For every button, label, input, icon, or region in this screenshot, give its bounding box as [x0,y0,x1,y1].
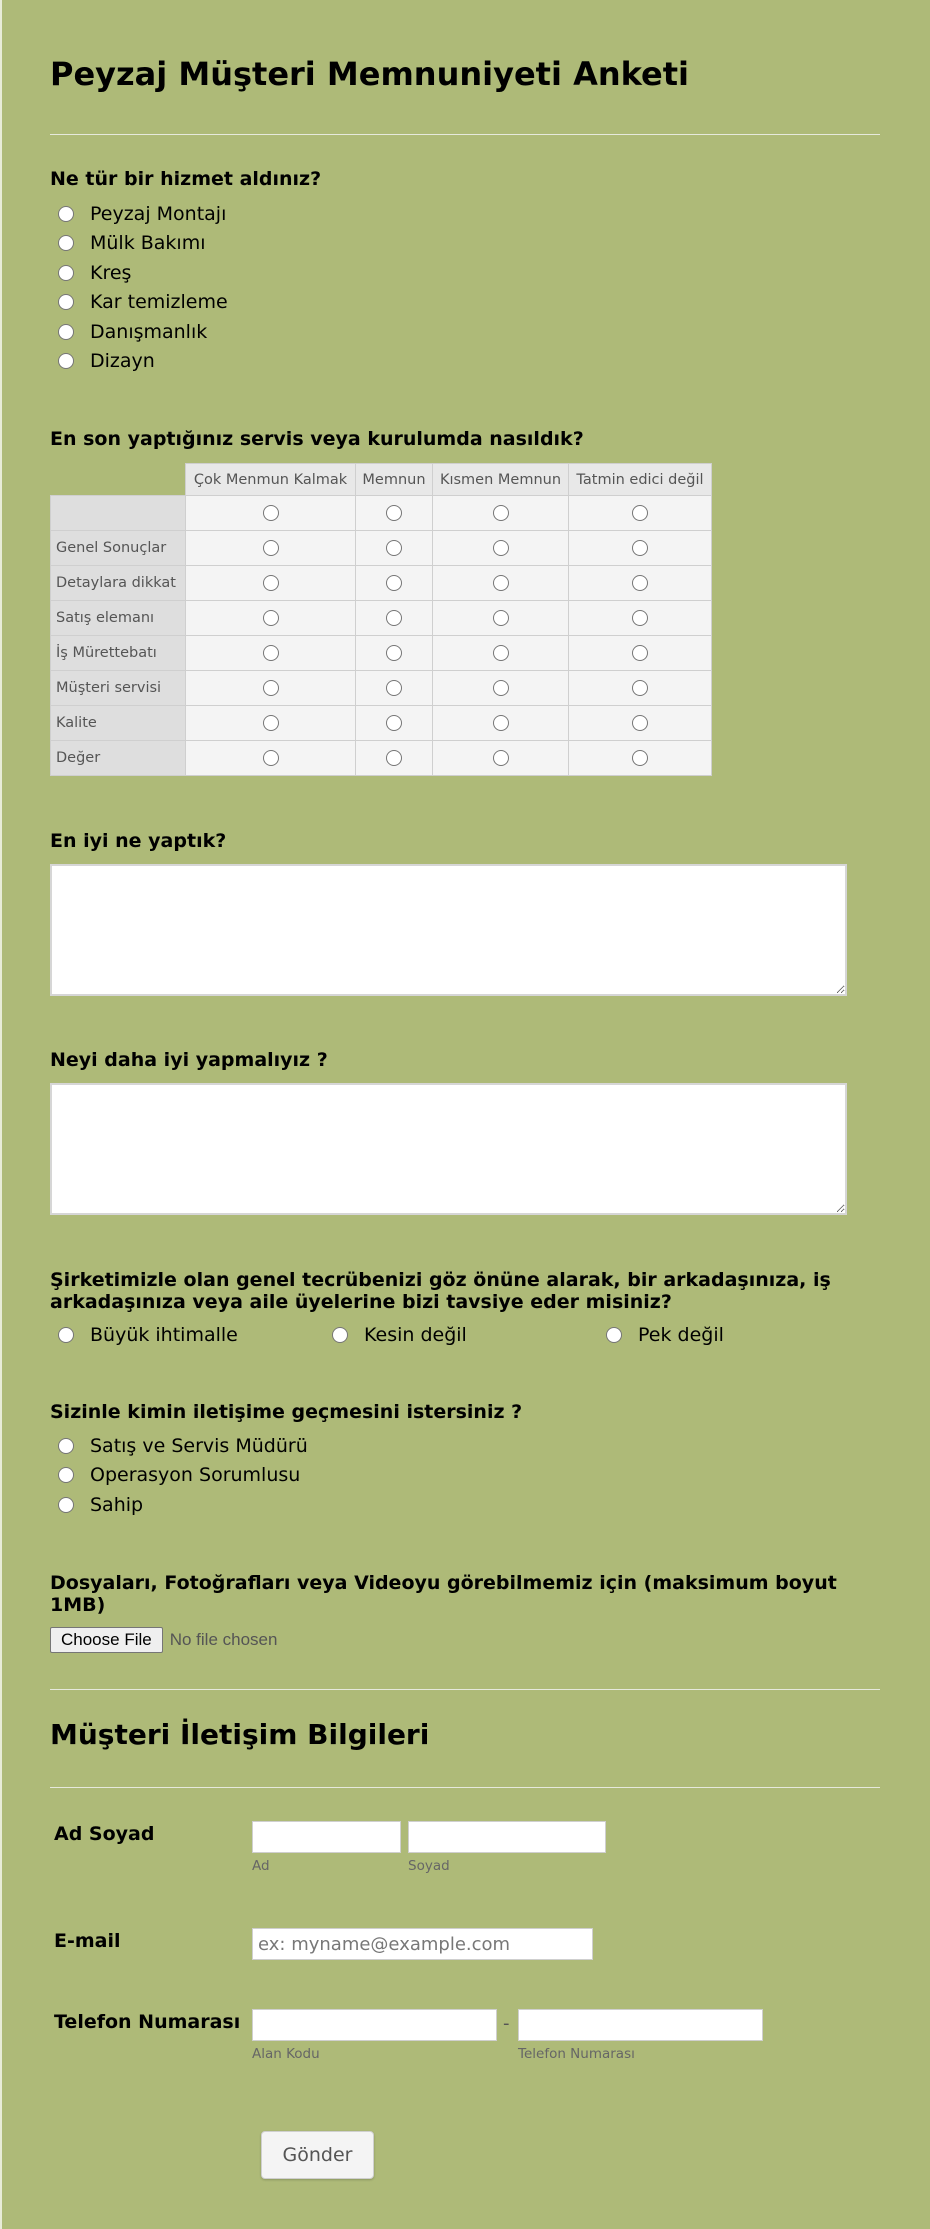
email-input[interactable] [252,1928,593,1960]
service-type-option[interactable] [58,347,228,377]
matrix-row-label: Genel Sonuçlar [51,531,186,566]
matrix-radio-button[interactable] [632,575,648,591]
matrix-column-header: Tatmin edici değil [569,464,712,496]
radio-button[interactable] [58,235,74,251]
matrix-cell [433,601,569,636]
radio-option-label: Operasyon Sorumlusu [90,1464,301,1487]
matrix-radio-button[interactable] [386,505,402,521]
matrix-cell [186,531,356,566]
divider [50,134,880,135]
phone-number-sublabel: Telefon Numarası [518,2046,635,2062]
matrix-cell [433,671,569,706]
matrix-row [51,496,712,531]
matrix-row-label: Değer [51,741,186,776]
radio-option-label: Kesin değil [364,1323,467,1346]
matrix-radio-button[interactable] [263,505,279,521]
radio-option-label: Büyük ihtimalle [90,1323,238,1346]
contact-section-heading: Müşteri İletişim Bilgileri [50,1718,430,1751]
matrix-radio-button[interactable] [263,750,279,766]
matrix-column-header: Kısmen Memnun [433,464,569,496]
contact-person-option[interactable] [58,1490,308,1520]
matrix-cell [433,706,569,741]
radio-option-label: Danışmanlık [90,320,208,343]
matrix-radio-button[interactable] [386,750,402,766]
matrix-radio-button[interactable] [632,715,648,731]
matrix-radio-button[interactable] [386,540,402,556]
radio-button[interactable] [58,265,74,281]
matrix-radio-button[interactable] [632,680,648,696]
radio-option-label: Peyzaj Montajı [90,202,227,225]
radio-option-label: Kar temizleme [90,291,228,314]
first-name-input[interactable] [252,1821,401,1853]
matrix-cell [433,531,569,566]
matrix-row-label: Müşteri servisi [51,671,186,706]
matrix-corner [51,464,186,496]
matrix-radio-button[interactable] [493,715,509,731]
last-name-input[interactable] [408,1821,606,1853]
matrix-cell [356,531,433,566]
matrix-radio-button[interactable] [263,540,279,556]
file-upload [50,1627,277,1653]
recommend-option[interactable] [606,1320,880,1350]
area-code-input[interactable] [252,2009,497,2041]
improve-textarea[interactable] [50,1083,847,1215]
matrix-cell [186,636,356,671]
matrix-radio-button[interactable] [386,645,402,661]
phone-number-input[interactable] [518,2009,763,2041]
matrix-cell [356,566,433,601]
matrix-column-header: Çok Menmun Kalmak [186,464,356,496]
matrix-radio-button[interactable] [263,715,279,731]
contact-person-option[interactable] [58,1431,308,1461]
matrix-row-label: Kalite [51,706,186,741]
matrix-cell [356,496,433,531]
matrix-cell [569,496,712,531]
matrix-cell [186,741,356,776]
rating-matrix [50,463,712,776]
radio-button[interactable] [58,206,74,222]
phone-separator: - [503,2013,510,2034]
matrix-cell [356,636,433,671]
matrix-radio-button[interactable] [493,610,509,626]
matrix-radio-button[interactable] [493,680,509,696]
radio-option-label: Dizayn [90,350,155,373]
matrix-cell [433,566,569,601]
matrix-column-header: Memnun [356,464,433,496]
matrix-radio-button[interactable] [263,680,279,696]
matrix-cell [186,601,356,636]
question-upload-label [50,1572,837,1616]
question-recommend-label [50,1269,831,1313]
recommend-option[interactable] [58,1320,332,1350]
matrix-cell [569,531,712,566]
matrix-radio-button[interactable] [263,575,279,591]
matrix-cell [356,706,433,741]
phone-label: Telefon Numarası [54,2011,241,2033]
first-name-sublabel: Ad [252,1858,270,1874]
service-type-option[interactable] [58,258,228,288]
matrix-radio-button[interactable] [493,540,509,556]
matrix-row-label [51,496,186,531]
contact-person-option[interactable] [58,1461,308,1491]
matrix-cell [569,741,712,776]
service-type-option[interactable] [58,199,228,229]
matrix-row [51,531,712,566]
radio-button[interactable] [58,353,74,369]
matrix-radio-button[interactable] [632,610,648,626]
matrix-cell [569,636,712,671]
matrix-radio-button[interactable] [386,680,402,696]
radio-button[interactable] [58,294,74,310]
matrix-radio-button[interactable] [386,715,402,731]
radio-button[interactable] [606,1327,622,1343]
submit-button[interactable]: Gönder [261,2131,374,2179]
matrix-radio-button[interactable] [632,505,648,521]
last-name-sublabel: Soyad [408,1858,450,1874]
matrix-radio-button[interactable] [632,540,648,556]
service-type-option[interactable] [58,317,228,347]
matrix-row [51,706,712,741]
radio-button[interactable] [58,1438,74,1454]
matrix-cell [356,671,433,706]
matrix-cell [569,566,712,601]
radio-button[interactable] [332,1327,348,1343]
matrix-row-label: İş Mürettebatı [51,636,186,671]
matrix-cell [356,601,433,636]
name-label: Ad Soyad [54,1823,155,1845]
matrix-cell [569,601,712,636]
best-textarea[interactable] [50,864,847,996]
matrix-radio-button[interactable] [386,575,402,591]
recommend-option[interactable] [332,1320,606,1350]
radio-button[interactable] [58,1327,74,1343]
matrix-cell [186,706,356,741]
matrix-row [51,671,712,706]
matrix-row [51,601,712,636]
matrix-row-label: Detaylara dikkat [51,566,186,601]
matrix-radio-button[interactable] [493,645,509,661]
matrix-radio-button[interactable] [263,645,279,661]
choose-file-button[interactable]: Choose File [50,1627,163,1653]
matrix-radio-button[interactable] [386,610,402,626]
radio-option-label: Mülk Bakımı [90,232,206,255]
question-upload-line2: 1MB) [50,1594,106,1616]
radio-button[interactable] [58,1497,74,1513]
matrix-radio-button[interactable] [632,750,648,766]
matrix-cell [569,706,712,741]
matrix-radio-button[interactable] [493,575,509,591]
file-status-text: No file chosen [169,1630,278,1649]
matrix-radio-button[interactable] [493,750,509,766]
email-label: E-mail [54,1930,121,1952]
question-rating-matrix-label: En son yaptığınız servis veya kurulumda nasıldık? [50,428,584,450]
matrix-radio-button[interactable] [493,505,509,521]
matrix-cell [186,496,356,531]
contact-person-options [58,1431,308,1520]
question-recommend-line1: Şirketimizle olan genel tecrübenizi göz önüne alarak, bir arkadaşınıza, iş [50,1269,831,1291]
service-type-option[interactable] [58,288,228,318]
question-best-label: En iyi ne yaptık? [50,830,227,852]
matrix-row [51,741,712,776]
radio-option-label: Satış ve Servis Müdürü [90,1434,308,1457]
form-title: Peyzaj Müşteri Memnuniyeti Anketi [50,55,690,93]
question-upload-line1: Dosyaları, Fotoğrafları veya Videoyu görebilmemiz için (maksimum boyut [50,1572,837,1594]
area-code-sublabel: Alan Kodu [252,2046,320,2062]
radio-option-label: Sahip [90,1493,144,1516]
radio-option-label: Pek değil [638,1323,724,1346]
matrix-cell [186,566,356,601]
page-left-edge [0,0,2,2229]
question-service-type-label: Ne tür bir hizmet aldınız? [50,168,322,190]
matrix-cell [433,741,569,776]
divider [50,1787,880,1788]
matrix-cell [356,741,433,776]
question-improve-label: Neyi daha iyi yapmalıyız ? [50,1049,328,1071]
matrix-row-label: Satış elemanı [51,601,186,636]
divider [50,1689,880,1690]
radio-button[interactable] [58,1467,74,1483]
matrix-row [51,566,712,601]
radio-button[interactable] [58,324,74,340]
matrix-cell [433,636,569,671]
matrix-cell [186,671,356,706]
matrix-cell [569,671,712,706]
matrix-cell [433,496,569,531]
service-type-options [58,199,228,376]
service-type-option[interactable] [58,229,228,259]
radio-option-label: Kreş [90,261,132,284]
recommend-options [58,1320,880,1350]
matrix-radio-button[interactable] [263,610,279,626]
matrix-row [51,636,712,671]
question-recommend-line2: arkadaşınıza veya aile üyelerine bizi tavsiye eder misiniz? [50,1291,672,1313]
question-contact-person-label: Sizinle kimin iletişime geçmesini istersiniz ? [50,1401,523,1423]
matrix-radio-button[interactable] [632,645,648,661]
